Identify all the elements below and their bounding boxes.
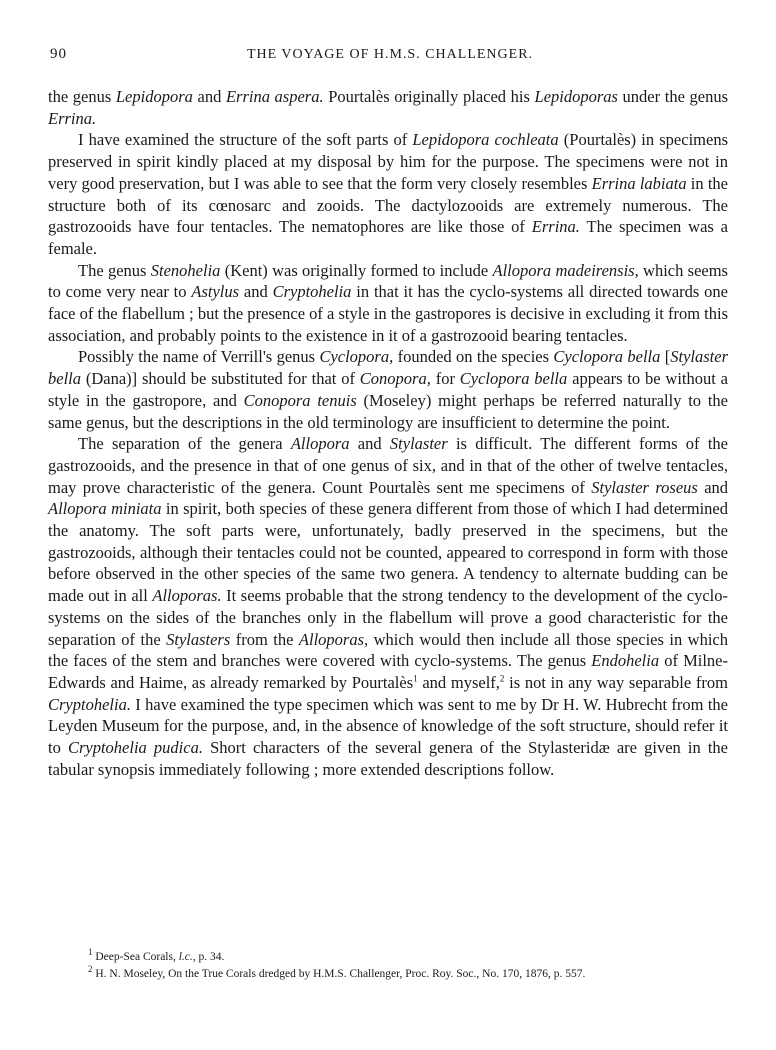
footnote — [88, 949, 728, 966]
text-run: and — [349, 434, 390, 454]
text-run: under the genus — [617, 87, 728, 106]
text-run: (Kent) was originally formed to include — [220, 260, 493, 280]
text-run: from the — [230, 629, 299, 649]
text-run: I have examined the structure of the soft parts of — [78, 130, 413, 150]
italic-term: Stenohelia — [150, 260, 221, 280]
text-run: is difficult. The different forms of the gastrozooids, and the presence in that of one genus of six, and in that of the other of twelve tentacles, may prove characteristic of the genera. Count Pourtalès sent me specimens of — [48, 434, 729, 497]
text-run: and myself, — [417, 672, 500, 692]
italic-term: Cyclopora bella — [553, 347, 661, 367]
italic-term: Errina. — [531, 217, 580, 237]
footnote-ref: 2 — [499, 673, 505, 684]
text-run: appears to be without a style in the gastropore, and — [48, 369, 728, 410]
text-run: which would then include all those species in which the faces of the stem and branches were covered with cyclo-systems. The genus — [48, 629, 728, 671]
italic-term: Allopora madeirensis, — [492, 260, 639, 280]
footnote — [88, 966, 728, 983]
text-run: H. N. Moseley, On the True Corals dredged by H.M.S. Challenger, Proc. Roy. Soc., No. 170, 1876, p. 557. — [92, 968, 586, 980]
italic-term: Errina labiata — [591, 173, 687, 193]
text-run: The specimen was a female. — [48, 217, 729, 258]
footnote-ref: 2 — [88, 964, 93, 975]
text-run: (Pourtalès) in specimens preserved in spirit kindly placed at my disposal by him for the purpose. The specimens were not in very good preservation, but I was able to see that the form very closely resembles — [48, 130, 728, 193]
italic-term: Conopora, — [359, 369, 431, 389]
body-text — [48, 86, 728, 781]
italic-term: Lepidopora cochleata — [412, 130, 559, 150]
italic-term: Alloporas. — [152, 586, 222, 606]
text-run: the genus — [48, 87, 116, 106]
italic-term: Stylaster — [389, 434, 448, 454]
text-run: for — [430, 369, 460, 389]
italic-term: Allopora miniata — [48, 499, 162, 519]
text-run: Pourtalès originally placed his — [323, 87, 535, 106]
text-run: in the structure both of its cœnosarc and zooids. The dactylozooids are extremely numerous. The gastrozooids have four tentacles. The nematophores are like those of — [48, 173, 729, 237]
page-number: 90 — [50, 46, 67, 62]
italic-term: Stylasters — [166, 629, 231, 649]
paragraph — [48, 433, 728, 780]
text-run: of Milne-Edwards and Haime, as already remarked by Pourtalès — [48, 651, 728, 692]
italic-term: l.c., — [178, 951, 196, 963]
text-run: The separation of the genera — [78, 434, 291, 454]
italic-term: Lepidopora — [115, 87, 193, 106]
text-run: Deep-Sea Corals, — [92, 951, 179, 963]
footnote-ref: 1 — [88, 947, 93, 958]
italic-term: Cyclopora bella — [459, 369, 568, 389]
italic-term: Stylaster roseus — [591, 477, 698, 497]
running-title: THE VOYAGE OF H.M.S. CHALLENGER. — [246, 47, 534, 62]
italic-term: Allopora — [290, 434, 350, 454]
italic-term: Endohelia — [591, 651, 660, 671]
italic-term: Cryptohelia. — [48, 694, 131, 714]
italic-term: Cryptohelia — [272, 282, 352, 302]
text-run: is not in any way separable from — [504, 672, 728, 692]
paragraph — [48, 260, 728, 347]
text-run: and — [697, 477, 729, 497]
text-run: in spirit, both species of these genera different from those of which I had determined the anatomy. The soft parts were, unfortunately, badly preserved in the specimens, but the gastrozooids, although their tentacles could not be counted, appeared to correspond in form with those before observed in the other species of the same two genera. A tendency to alternate budding can be made out in all — [48, 499, 728, 606]
text-run: and — [239, 282, 273, 302]
page-header — [50, 46, 730, 68]
text-run: I have examined the type specimen which was sent to me by Dr H. W. Hubrecht from the Leyden Museum for the purpose, and, in the absence of knowledge of the soft structure, should refer it to — [48, 694, 728, 758]
italic-term: Lepidoporas — [534, 87, 618, 106]
paragraph — [48, 86, 728, 129]
italic-term: Stylaster bella — [48, 347, 728, 389]
italic-term: Errina. — [48, 108, 97, 128]
text-run: The genus — [78, 260, 151, 280]
text-run: It seems probable that the strong tendency to the development of the cyclo-systems on the sides of the branches only in the flabellum will prove a good characteristic for the separation of the — [48, 586, 728, 649]
footnotes — [88, 949, 728, 983]
italic-term: Errina aspera. — [225, 87, 324, 106]
text-run: founded on the species — [393, 347, 554, 367]
paragraph — [48, 129, 728, 259]
text-run: p. 34. — [195, 951, 225, 963]
text-run: (Dana)] should be substituted for that of — [81, 369, 360, 389]
text-run: Possibly the name of Verrill's genus — [78, 347, 320, 367]
text-run: which seems to come very near to — [48, 260, 728, 302]
text-run: (Moseley) might perhaps be referred naturally to the same genus, but the descriptions in the old terminology are insufficient to determine the point. — [48, 390, 728, 432]
text-run: and — [192, 87, 226, 106]
italic-term: Alloporas, — [298, 629, 369, 649]
italic-term: Conopora tenuis — [243, 390, 357, 410]
italic-term: Astylus — [191, 282, 240, 302]
text-run: [ — [660, 347, 671, 367]
italic-term: Cyclopora, — [319, 347, 394, 367]
paragraph — [48, 346, 728, 433]
text-run: Short characters of the several genera of the Stylasteridæ are given in the tabular synopsis immediately following ; more extended descriptions follow. — [48, 738, 729, 779]
text-run: in that it has the cyclo-systems all directed towards one face of the flabellum ; but the presence of a style in the gastropores is decisive in excluding it from this association, and probably points to the existence in it of a gastrozooid bearing tentacles. — [48, 282, 728, 345]
footnote-ref: 1 — [413, 673, 418, 684]
italic-term: Cryptohelia pudica. — [67, 738, 203, 758]
